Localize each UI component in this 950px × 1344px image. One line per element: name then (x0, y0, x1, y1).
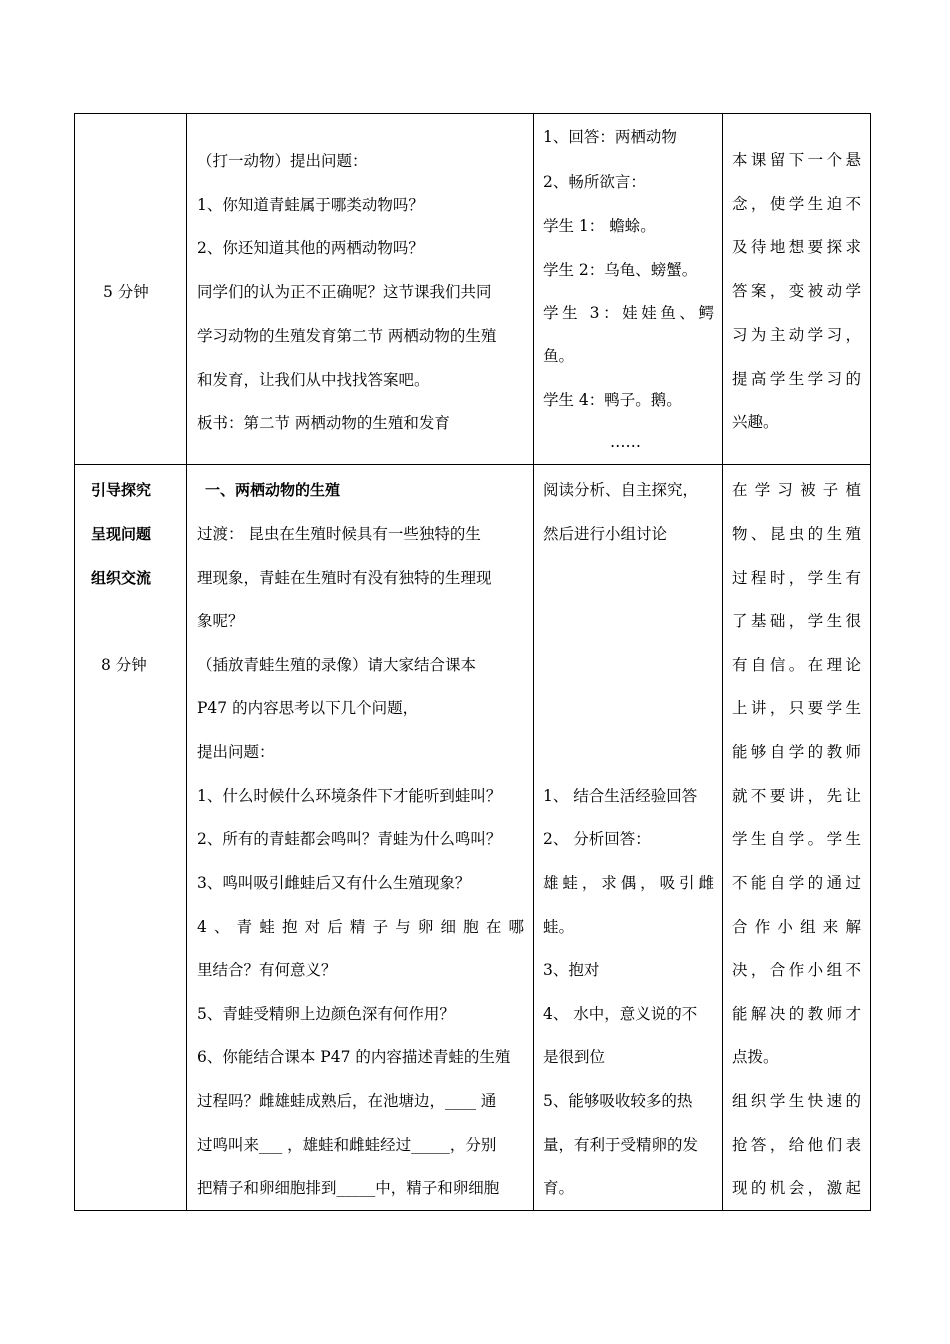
student-line: …… (610, 433, 641, 451)
teacher-line: 同学们的认为正不正确呢？这节课我们共同 (197, 283, 492, 301)
stage-label: 组织交流 (91, 569, 152, 587)
column-divider (186, 114, 187, 1210)
teacher-line: 板书：第二节 两栖动物的生殖和发育 (197, 414, 450, 432)
time-cell: 5 分钟 (103, 283, 149, 301)
teacher-line: P47 的内容思考以下几个问题， (197, 699, 419, 717)
intent-line: 能够自学的教师 (732, 743, 861, 761)
teacher-line: 理现象，青蛙在生殖时有没有独特的生理现 (197, 569, 492, 587)
teacher-line: 4、青蛙抱对后精子与卵细胞在哪 (197, 918, 524, 936)
intent-line: 习为主动学习， (732, 326, 861, 344)
intent-line: 上讲，只要学生 (732, 699, 861, 717)
student-line: 是很到位 (543, 1048, 606, 1066)
intent-line: 合作小组来解 (732, 918, 861, 936)
teacher-line: 过鸣叫来___ ，雄蛙和雌蛙经过_____，分别 (197, 1136, 497, 1154)
teacher-line: 1、你知道青蛙属于哪类动物吗？ (197, 196, 424, 214)
student-line: 育。 (543, 1179, 575, 1197)
teacher-line: 提出问题： (197, 743, 275, 761)
stage-label: 引导探究 (91, 481, 152, 499)
intent-line: 抢答，给他们表 (732, 1136, 861, 1154)
student-line: 5、能够吸收较多的热 (543, 1092, 693, 1110)
teacher-line: 2、你还知道其他的两栖动物吗？ (197, 239, 424, 257)
student-line: 鱼。 (543, 347, 575, 365)
student-line: 学生 2：乌龟、螃蟹。 (543, 261, 698, 279)
intent-line: 过程时，学生有 (732, 569, 861, 587)
intent-line: 学生自学。学生 (732, 830, 861, 848)
student-line: 蛙。 (543, 918, 575, 936)
intent-line: 在学习被子植 (732, 481, 861, 499)
row-divider (75, 464, 870, 465)
student-line: 3、抱对 (543, 961, 600, 979)
student-line: 学生 4：鸭子。鹅。 (543, 391, 682, 409)
lesson-plan-table (74, 113, 871, 1211)
student-line: 2、 分析回答： (543, 830, 651, 848)
teacher-line: （打一动物）提出问题： (197, 152, 368, 170)
student-line: 阅读分析、自主探究， (543, 481, 699, 499)
teacher-line: 6、你能结合课本 P47 的内容描述青蛙的生殖 (197, 1048, 511, 1066)
intent-line: 提高学生学习的 (732, 370, 861, 388)
intent-line: 念，使学生迫不 (732, 195, 861, 213)
teacher-line: 过渡： 昆虫在生殖时候具有一些独特的生 (197, 525, 481, 543)
intent-line: 现的机会，激起 (732, 1179, 861, 1197)
student-line: 1、 结合生活经验回答 (543, 787, 698, 805)
student-line: 量，有利于受精卵的发 (543, 1136, 699, 1154)
section-heading: 一、两栖动物的生殖 (205, 481, 341, 499)
intent-line: 决，合作小组不 (732, 961, 861, 979)
intent-line: 有自信。在理论 (732, 656, 861, 674)
teacher-line: 学习动物的生殖发育第二节 两栖动物的生殖 (197, 327, 497, 345)
column-divider (722, 114, 723, 1210)
student-line: 1、回答：两栖动物 (543, 128, 677, 146)
intent-line: 能解决的教师才 (732, 1005, 861, 1023)
student-line: 2、畅所欲言： (543, 173, 646, 191)
teacher-line: （插放青蛙生殖的录像）请大家结合课本 (197, 656, 477, 674)
teacher-line: 象呢？ (197, 612, 244, 630)
intent-line: 就不要讲，先让 (732, 787, 861, 805)
teacher-line: 1、什么时候什么环境条件下才能听到蛙叫？ (197, 787, 502, 805)
teacher-line: 2、所有的青蛙都会鸣叫？青蛙为什么鸣叫？ (197, 830, 502, 848)
student-line: 学生 1： 蟾蜍。 (543, 217, 656, 235)
student-line: 然后进行小组讨论 (543, 525, 668, 543)
intent-line: 物、昆虫的生殖 (732, 525, 861, 543)
intent-line: 不能自学的通过 (732, 874, 861, 892)
intent-line: 了基础，学生很 (732, 612, 861, 630)
student-line: 雄蛙，求偶，吸引雌 (543, 874, 714, 892)
stage-label: 呈现问题 (91, 525, 152, 543)
column-divider (533, 114, 534, 1210)
intent-line: 兴趣。 (732, 413, 779, 431)
intent-line: 点拨。 (732, 1048, 779, 1066)
teacher-line: 和发育，让我们从中找找答案吧。 (197, 371, 430, 389)
teacher-line: 过程吗？雌雄蛙成熟后，在池塘边，____ 通 (197, 1092, 497, 1110)
time-cell: 8 分钟 (101, 656, 147, 674)
intent-line: 组织学生快速的 (732, 1092, 861, 1110)
intent-line: 及待地想要探求 (732, 238, 861, 256)
teacher-line: 里结合？有何意义？ (197, 961, 337, 979)
teacher-line: 5、青蛙受精卵上边颜色深有何作用？ (197, 1005, 455, 1023)
teacher-line: 把精子和卵细胞排到_____中，精子和卵细胞 (197, 1179, 500, 1197)
student-line: 4、 水中，意义说的不 (543, 1005, 698, 1023)
teacher-line: 3、鸣叫吸引雌蛙后又有什么生殖现象？ (197, 874, 471, 892)
student-line: 学生 3：娃娃鱼、鳄 (543, 304, 714, 322)
intent-line: 本课留下一个悬 (732, 151, 861, 169)
intent-line: 答案，变被动学 (732, 282, 861, 300)
